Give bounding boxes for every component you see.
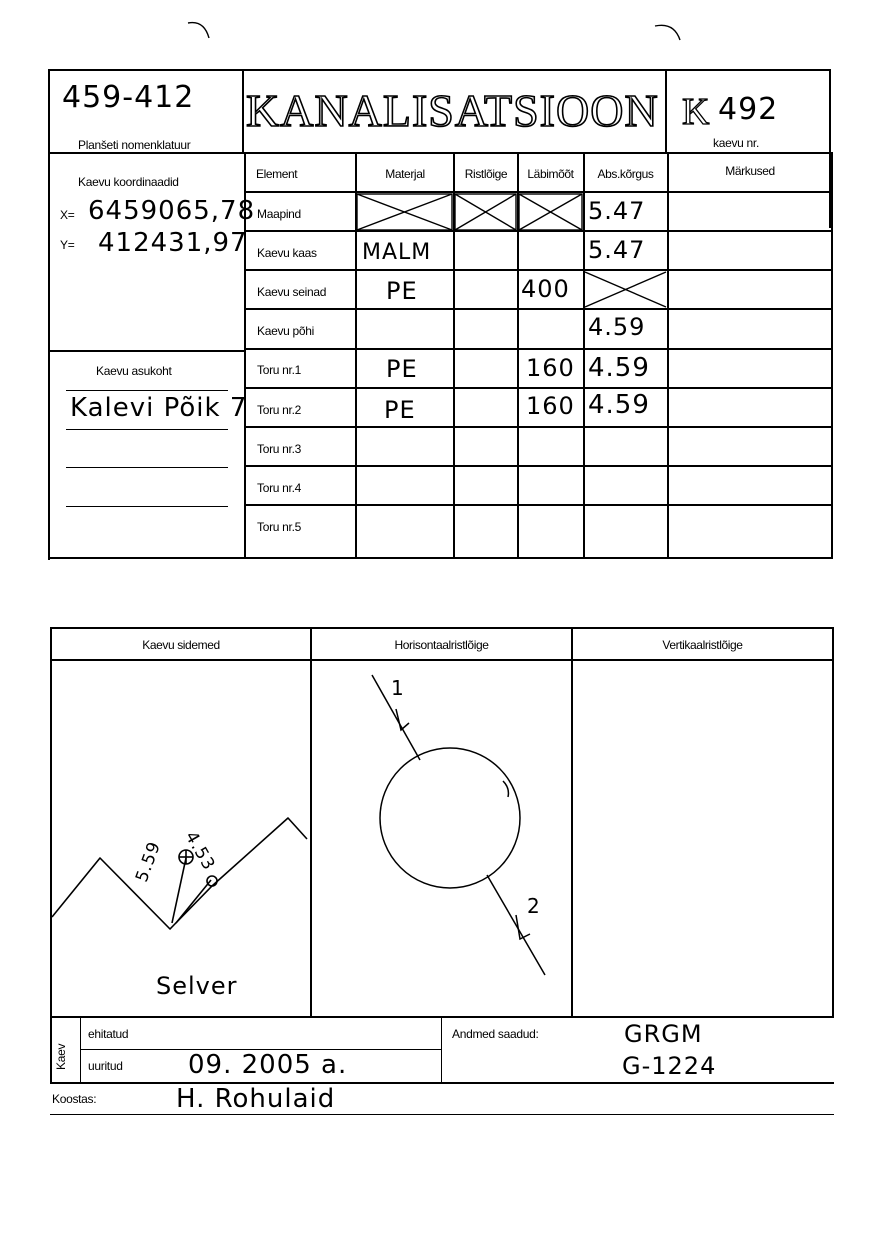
sheet-number: 459-412	[62, 80, 195, 115]
horizontal-section-sketch	[312, 661, 571, 1016]
data-source-value: G-1224	[622, 1052, 717, 1080]
col-cross: Ristlõige	[464, 167, 508, 181]
cell-height: 5.47	[588, 236, 646, 264]
data-source-label: Andmed saadud:	[452, 1027, 539, 1041]
sketch-col-vertical: Vertikaalristlõige	[662, 638, 743, 652]
author-value: H. Rohulaid	[176, 1084, 336, 1114]
built-label: ehitatud	[88, 1027, 129, 1041]
author-label: Koostas:	[52, 1092, 97, 1106]
col-notes: Märkused	[725, 164, 775, 178]
cell-height: 4.59	[588, 313, 646, 341]
y-value: 412431,97	[98, 228, 248, 258]
y-label: Y=	[60, 238, 75, 252]
cell-material: MALM	[362, 240, 432, 265]
pipe-2-label: 2	[527, 894, 541, 918]
surveyed-label: uuritud	[88, 1059, 123, 1073]
row-element: Maapind	[257, 207, 301, 221]
data-source-value: GRGM	[624, 1020, 703, 1048]
row-element: Toru nr.1	[257, 363, 301, 377]
cell-height: 4.59	[588, 353, 650, 383]
sketch-col-connections: Kaevu sidemed	[142, 638, 220, 652]
location-label: Kaevu asukoht	[96, 364, 172, 378]
location-value: Kalevi Põik 7	[70, 393, 248, 423]
col-height: Abs.kõrgus	[597, 167, 654, 181]
col-element: Element	[256, 167, 298, 181]
cell-height: 4.59	[588, 390, 650, 420]
row-element: Kaevu seinad	[257, 285, 327, 299]
cell-diameter: 160	[526, 392, 575, 420]
cell-material: PE	[386, 355, 418, 383]
well-label: kaevu nr.	[713, 136, 759, 150]
coordinates-label: Kaevu koordinaadid	[78, 175, 179, 189]
page-title: KANALISATSIOON	[246, 85, 659, 136]
x-value: 6459065,78	[88, 196, 256, 226]
pipe-1-label: 1	[391, 676, 405, 700]
side-label: Kaev	[54, 1043, 68, 1070]
row-element: Kaevu põhi	[257, 324, 315, 338]
distance-label: 5.59	[132, 838, 166, 885]
cell-material: PE	[386, 277, 418, 305]
surveyed-value: 09. 2005 a.	[188, 1050, 348, 1080]
cell-diameter: 160	[526, 354, 575, 382]
row-element: Toru nr.3	[257, 442, 301, 456]
street-label: Selver	[156, 972, 238, 1000]
x-label: X=	[60, 208, 75, 222]
well-number: 492	[718, 92, 779, 127]
cell-diameter: 400	[521, 275, 570, 303]
cell-height: 5.47	[588, 197, 646, 225]
row-element: Toru nr.2	[257, 403, 301, 417]
row-element: Toru nr.5	[257, 520, 301, 534]
cell-material: PE	[384, 396, 416, 424]
col-material: Materjal	[385, 167, 425, 181]
well-prefix: K	[682, 91, 710, 133]
row-element: Kaevu kaas	[257, 246, 317, 260]
sketch-col-horizontal: Horisontaalristlõige	[394, 638, 489, 652]
col-diameter: Läbimõõt	[527, 167, 574, 181]
sheet-label: Planšeti nomenklatuur	[78, 138, 191, 152]
row-element: Toru nr.4	[257, 481, 301, 495]
distance-label: 4.53	[180, 828, 219, 875]
